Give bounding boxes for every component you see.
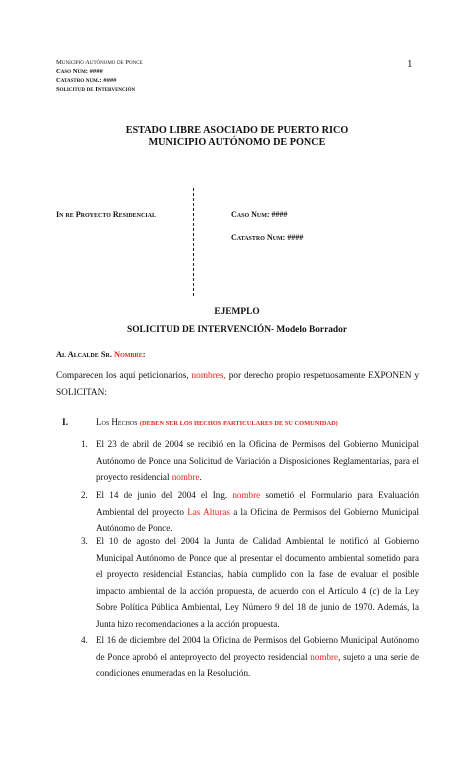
document-title	[0, 125, 474, 149]
item-number: 1.	[81, 439, 88, 449]
section-heading	[96, 417, 338, 427]
section-number: I.	[62, 417, 69, 428]
section-title: Los Hechos	[96, 417, 138, 427]
item-number: 4.	[81, 635, 88, 645]
item-text: El 10 de agosto del 2004 la Junta de Calidad Ambiental le notificó al Gobierno Municipal Autónomo de Ponce que al presentar el documento ambiental sometido para el proyecto residencial Estancias, había cumplido con la fase de evaluar el posible impacto ambiental de la acción propuesta, de acuerdo con el Artículo 4 (c) de la Ley Sobre Política Pública Ambiental, Ley Número 9 del 18 de junio de 1970. Además, la Junta hizo recomendaciones a la acción propuesta.	[96, 536, 419, 629]
list-item	[81, 436, 419, 486]
item-highlight: nombre	[232, 490, 261, 500]
running-header	[56, 58, 143, 94]
section-note: (DEBEN SER LOS HECHOS PARTICULARES DE SU COMUNIDAD)	[139, 420, 338, 427]
list-item	[81, 533, 419, 632]
salutation	[56, 350, 146, 359]
item-highlight: Las Alturas	[187, 506, 230, 517]
item-highlight: nombre	[171, 472, 200, 482]
intro-names: nombres,	[191, 371, 226, 381]
salutation-name: Nombre	[114, 350, 143, 359]
title-line-2: MUNICIPIO AUTÓNOMO DE PONCE	[148, 137, 326, 148]
item-text: .	[199, 472, 202, 482]
intro-paragraph	[56, 368, 419, 401]
item-number: 2.	[81, 490, 88, 500]
header-line: Catastro num.: ####	[56, 77, 117, 84]
item-text: El 23 de abril de 2004 se recibió en la Oficina de Permisos del Gobierno Municipal Autónomo de Ponce una Solicitud de Variación a Disposiciones Reglamentarias, para el proyecto residencial	[96, 439, 419, 482]
item-text: a la Oficina de Permisos del Gobierno Municipal Autónomo de Ponce.	[96, 506, 419, 533]
salutation-suffix: :	[142, 350, 146, 359]
item-text: , sujeto a una serie de condiciones enumeradas en la Resolución.	[96, 651, 419, 678]
caption-divider	[193, 188, 194, 296]
cadastre-number: Catastro Num: ####	[231, 233, 304, 242]
item-text: El 14 de junio del 2004 el Ing.	[96, 490, 233, 500]
title-line-1: ESTADO LIBRE ASOCIADO DE PUERTO RICO	[125, 125, 349, 136]
item-text: El 16 de diciembre del 2004 la Oficina de Permisos del Gobierno Municipal Autónomo de Ponce aprobó el anteproyecto del proyecto residencial	[96, 635, 419, 662]
list-item	[81, 632, 419, 682]
item-highlight: nombre	[310, 651, 339, 662]
header-line: Caso Num: ####	[56, 68, 103, 75]
item-number: 3.	[81, 536, 88, 546]
header-line: Municipio Autónomo de Ponce	[56, 59, 143, 66]
page-number: 1	[407, 58, 413, 70]
item-text: sometió el Formulario para Evaluación Ambiental del proyecto	[96, 490, 419, 517]
example-heading: EJEMPLO	[214, 307, 260, 317]
intro-text: por derecho propio respetuosamente EXPONEN y SOLICITAN:	[56, 371, 419, 398]
header-line: Solicitud de Intervención	[56, 86, 136, 93]
case-caption: In re Proyecto Residencial	[56, 210, 157, 219]
case-number: Caso Num: ####	[231, 210, 288, 219]
document-subtitle: SOLICITUD DE INTERVENCIÓN- Modelo Borrador	[127, 325, 347, 335]
salutation-prefix: Al Alcalde Sr.	[56, 350, 115, 359]
intro-text: Comparecen los aquí peticionarios,	[56, 371, 192, 381]
list-item	[81, 487, 419, 537]
